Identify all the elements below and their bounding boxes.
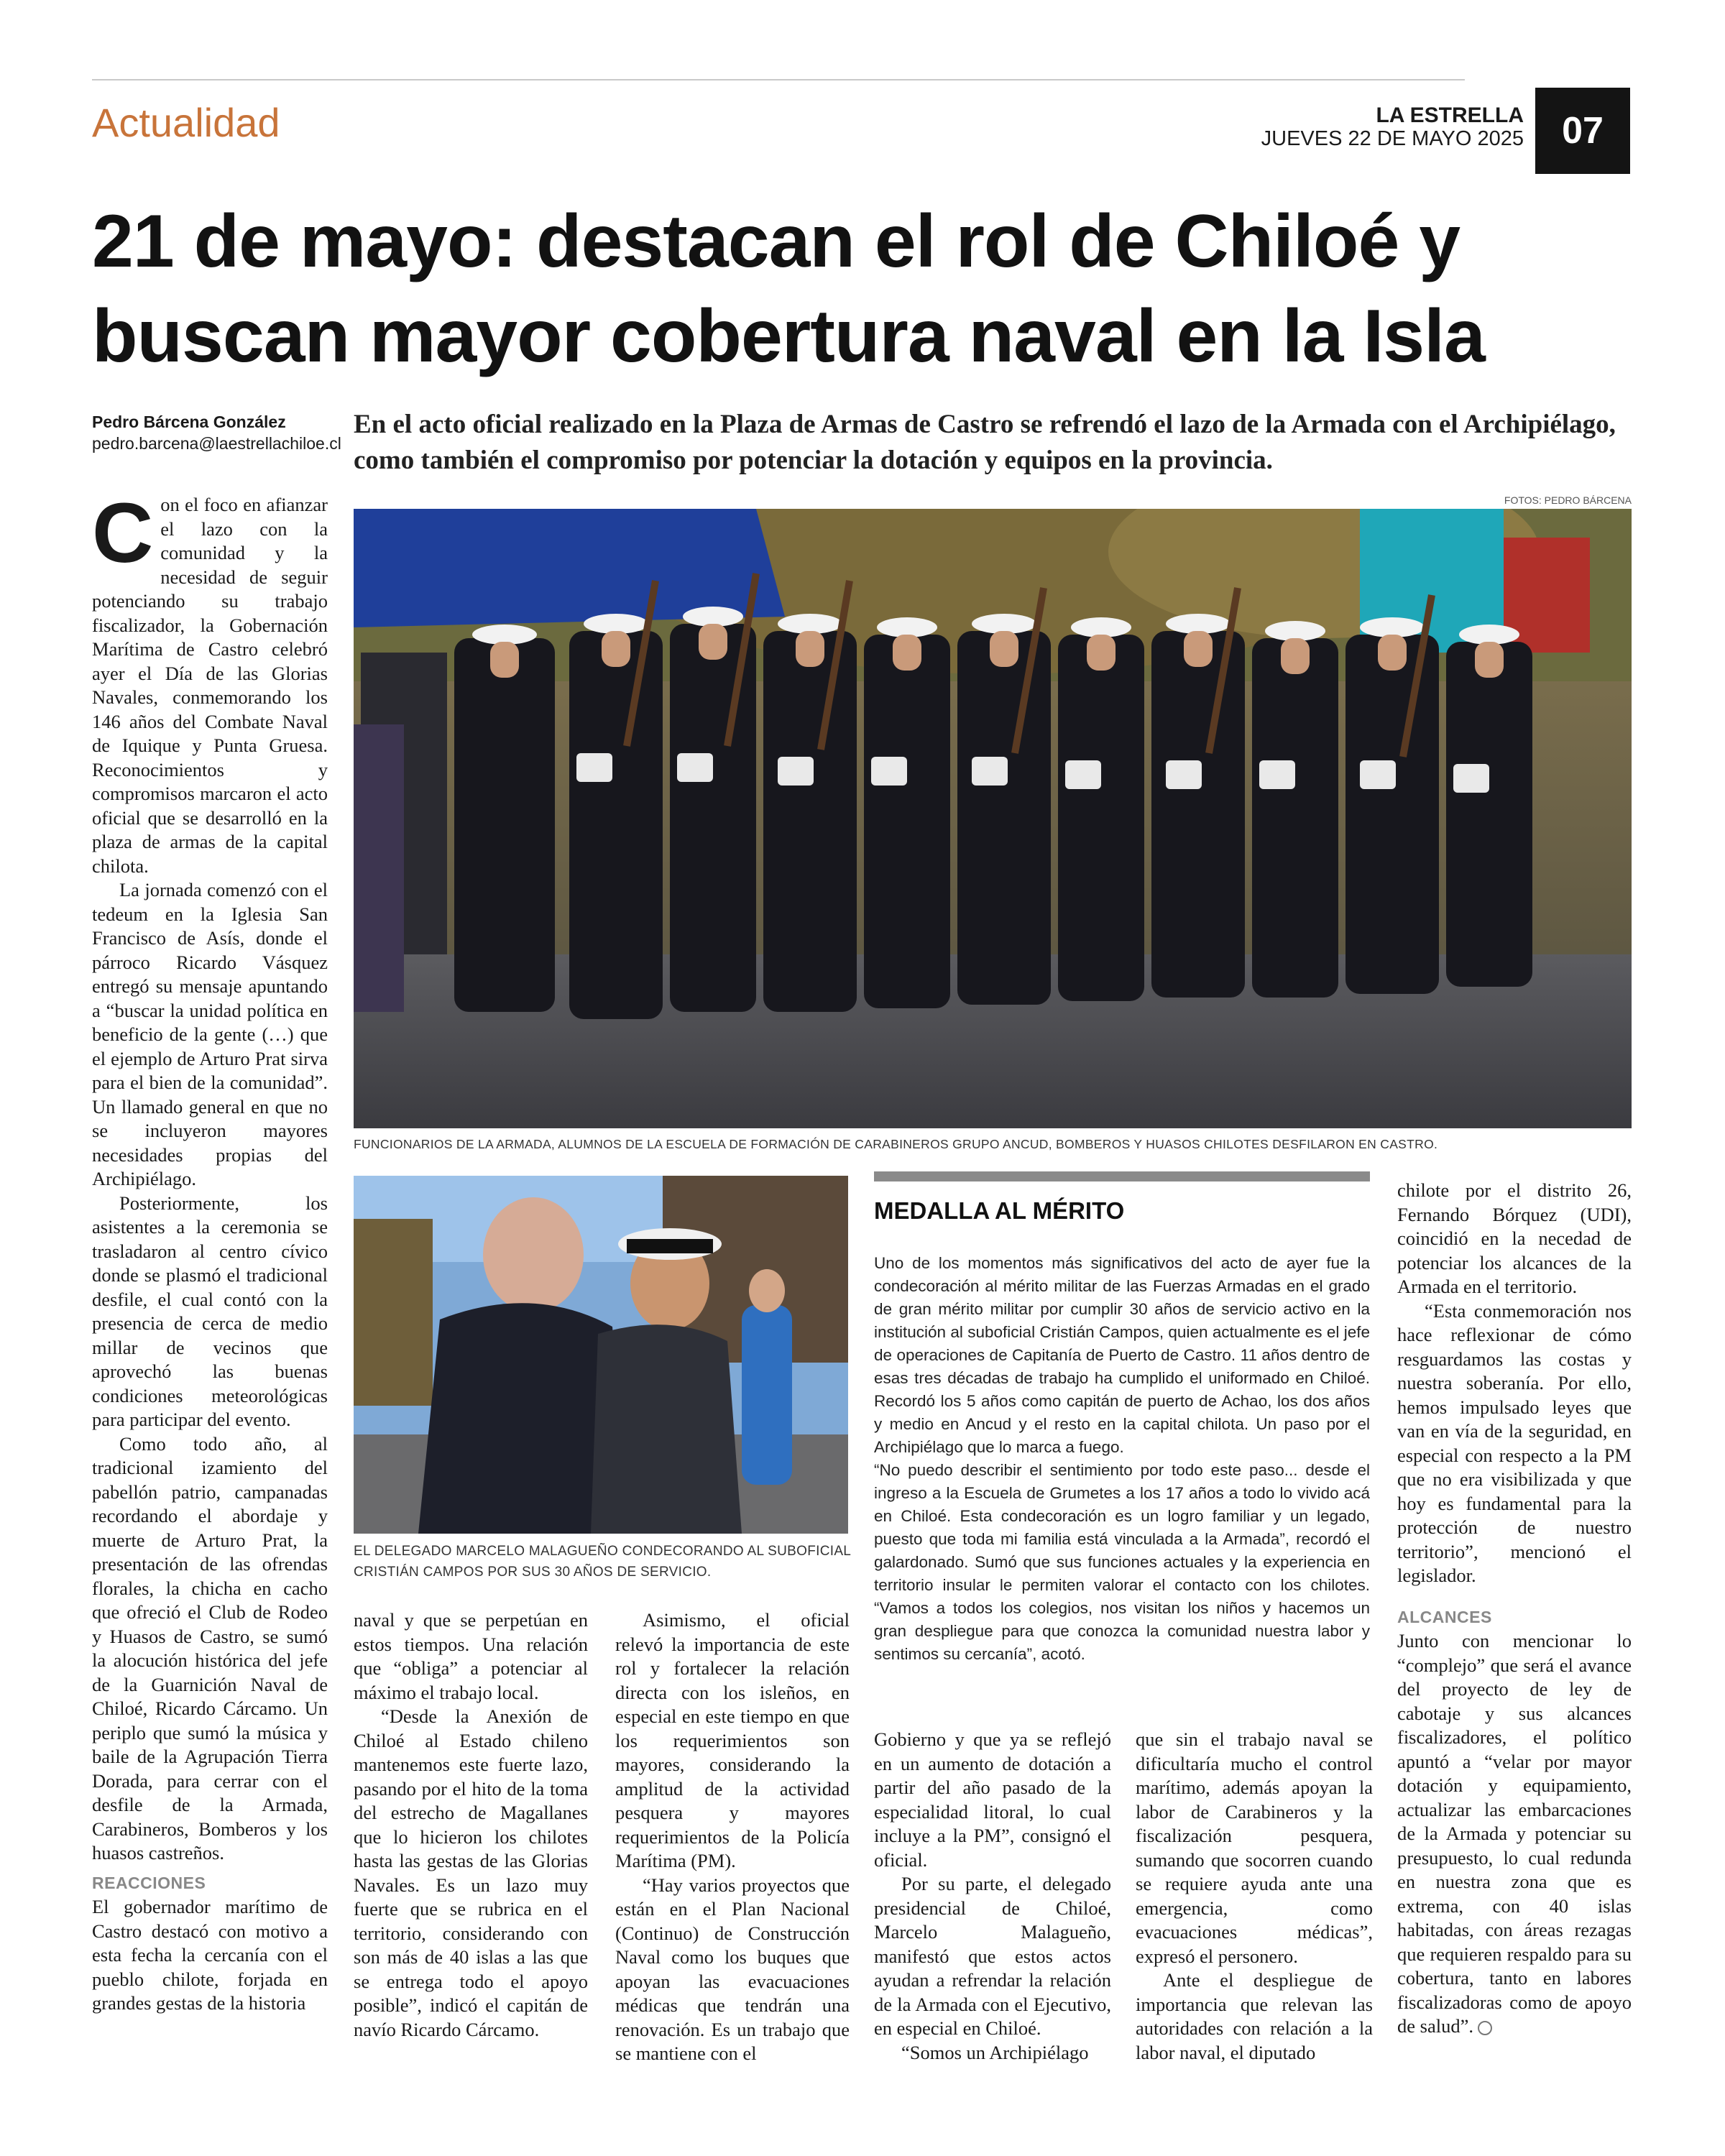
article-column-1 <box>92 486 328 2016</box>
paragraph: “No puedo describir el sentimiento por todo este paso... desde el ingreso a la Escuela de Grumetes a los 17 años a todo lo vivido acá en Chiloé. Esta condecoración es un logro familiar y un legado, puesto que toda mi familia está vinculada a la Armada”, recordó el galardonado. Sumó que sus funciones actuales y la experiencia en territorio insular le permiten valorar el contacto con los chilotes. “Vamos a todos los colegios, nos visitan los niños y hacemos un gran despliegue para que conozca la comunidad nuestra labor y sentimos su cercanía”, acotó. <box>874 1461 1370 1663</box>
paragraph: “Esta conmemoración nos hace reflexionar de cómo resguardamos las costas y nuestra soberanía. Por ello, hemos impulsado leyes que van en vía de la seguridad, en especial con respecto a la PM que no era visibilizada y que hoy es fundamental para la protección de nuestro territorio”, mencionó el legislador. <box>1397 1299 1632 1586</box>
issue-date: JUEVES 22 DE MAYO 2025 <box>1261 127 1524 150</box>
byline <box>92 411 341 454</box>
sidebar-rule <box>874 1171 1370 1181</box>
subhead-alcances: ALCANCES <box>1397 1607 1492 1626</box>
sidebar-text <box>874 1252 1370 1666</box>
author-email[interactable]: pedro.barcena@laestrellachiloe.cl <box>92 434 341 453</box>
paragraph: chilote por el distrito 26, Fernando Bórquez (UDI), coincidió en la necedad de potenciar los alcances de la Armada en el territorio. <box>1397 1179 1632 1297</box>
article-column-4 <box>874 1728 1111 2065</box>
page-number: 07 <box>1535 88 1630 174</box>
lead-paragraph: En el acto oficial realizado en la Plaza de Armas de Castro se refrendó el lazo de la Armada con el Archipiélago, como también el compromiso por potenciar la dotación y equipos en la provincia. <box>354 410 1616 475</box>
sidebar-title: MEDALLA AL MÉRITO <box>874 1197 1125 1224</box>
headline: 21 de mayo: destacan el rol de Chiloé y buscan mayor cobertura naval en la Isla <box>92 200 1485 378</box>
second-photo-caption: EL DELEGADO MARCELO MALAGUEÑO CONDECORANDO AL SUBOFICIAL CRISTIÁN CAMPOS POR SUS 30 AÑOS DE SERVICIO. <box>354 1544 851 1580</box>
photo-credit: FOTOS: PEDRO BÁRCENA <box>1504 494 1632 506</box>
paragraph: Asimismo, el oficial relevó la importancia de este rol y fortalecer la relación directa con los isleños, en especial en este tiempo en que los requerimientos son mayores, considerando la amplitud de la actividad pesquera y mayores requerimientos de la Policía Marítima (PM). <box>615 1609 850 1871</box>
subhead-reacciones: REACCIONES <box>92 1873 206 1892</box>
paragraph: “Desde la Anexión de Chiloé al Estado chileno mantenemos este fuerte lazo, pasando por el hito de la toma del estrecho de Magallanes que lo hicieron los chilotes hasta las gestas de las Glorias Navales. Es un lazo muy fuerte que se rubrica en el territorio, considerando con son más de 40 islas a las que se entrega todo el apoyo posible”, indicó el capitán de navío Ricardo Cárcamo. <box>354 1705 588 2040</box>
paragraph: El gobernador marítimo de Castro destacó con motivo a esta fecha la cercanía con el pueblo chilote, forjada en grandes gestas de la historia <box>92 1896 328 2014</box>
dropcap: C <box>92 486 154 581</box>
section-label: Actualidad <box>92 100 280 145</box>
main-photo-caption: FUNCIONARIOS DE LA ARMADA, ALUMNOS DE LA ESCUELA DE FORMACIÓN DE CARABINEROS GRUPO ANCUD, BOMBEROS Y HUASOS CHILOTES DESFILARON EN CASTRO. <box>354 1137 1438 1151</box>
paragraph: “Hay varios proyectos que están en el Plan Nacional (Continuo) de Construcción Naval como los buques que apoyan las evacuaciones médicas que tendrán una renovación. Es un trabajo que se mantiene con el <box>615 1874 850 2064</box>
paragraph: La jornada comenzó con el tedeum en la Iglesia San Francisco de Asís, donde el párroco Ricardo Vásquez entregó su mensaje apuntando a “buscar la unidad política en beneficio de la gente (…) que el ejemplo de Arturo Prat sirva para el bien de la comunidad”. Un llamado general en que no se incluyeron mayores necesidades propias del Archipiélago. <box>92 879 328 1189</box>
paragraph: naval y que se perpetúan en estos tiempos. Una relación que “obliga” a potenciar al máximo el trabajo local. <box>354 1609 588 1703</box>
article-column-2 <box>354 1608 588 2042</box>
paragraph: “Somos un Archipiélago <box>901 2041 1089 2063</box>
paragraph: on el foco en afianzar el lazo con la comunidad y la necesidad de seguir potenciando su trabajo fiscalizador, la Gobernación Marítima de Castro celebró ayer el Día de las Glorias Navales, conmemorando los 146 años del Combate Naval de Iquique y Punta Gruesa. Reconocimientos y compromisos marcaron el acto oficial que se desarrolló en la plaza de armas de la capital chilota. <box>92 494 328 877</box>
top-rule <box>92 79 1465 80</box>
paragraph: que sin el trabajo naval se dificultaría mucho el control marítimo, además apoyan la labor de Carabineros y la fiscalización pesquera, sumando que socorren cuando se requiere ayuda ante una emergencia, como evacuaciones médicas”, expresó el personero. <box>1136 1728 1373 1967</box>
second-photo <box>354 1176 848 1534</box>
paragraph: Gobierno y que ya se reflejó en un aumento de dotación a partir del año pasado de la especialidad litoral, lo cual incluye a la PM”, consignó el oficial. <box>874 1728 1111 1871</box>
paragraph: Posteriormente, los asistentes a la ceremonia se trasladaron al centro cívico donde se plasmó el tradicional desfile, el cual contó con la presencia de cerca de medio millar de vecinos que aprovechó las buenas condiciones meteorológicas para participar del evento. <box>92 1192 328 1430</box>
paragraph: Como todo año, al tradicional izamiento del pabellón patrio, campanadas recordando el abordaje y muerte de Arturo Prat, la presentación de las ofrendas florales, la chicha en cacho que ofreció el Club de Rodeo y Huasos de Castro, se sumó la alocución histórica del jefe de la Guarnición Naval de Chiloé, Ricardo Cárcamo. Un periplo que sumó la música y baile de la Agrupación Tierra Dorada, para cerrar con el desfile de la Armada, Carabineros, Bomberos y los huasos castreños. <box>92 1432 328 1864</box>
article-column-6 <box>1397 1179 1632 2039</box>
paragraph: Junto con mencionar lo “complejo” que será el avance del proyecto de ley de cabotaje y sus alcances fiscalizadores, el político apuntó a “velar por mayor dotación y equipamiento, actualizar las embarcaciones de la Armada y potenciar su presupuesto, lo cual redunda en nuestra zona que es extrema, con 40 islas habitadas, con áreas rezagas que requieren respaldo para su cobertura, tanto en labores fiscalizadoras como de apoyo de salud”. <box>1397 1630 1632 2037</box>
newspaper-name: LA ESTRELLA <box>1376 103 1524 127</box>
paragraph: Uno de los momentos más significativos del acto de ayer fue la condecoración al mérito militar de las Fuerzas Armadas en el grado de gran mérito militar por cumplir 30 años de servicio activo en la institución al suboficial Cristián Campos, quien actualmente es el jefe de operaciones de Capitanía de Puerto de Castro. 11 años dentro de esas tres décadas de trabajo ha cumplido el uniformado en Chiloé. Recordó los 5 años como capitán de puerto de Achao, los dos años y medio en Ancud y el resto en la capital chilota. Un paso por el Archipiélago que lo marca a fuego. <box>874 1254 1370 1456</box>
author-name: Pedro Bárcena González <box>92 413 286 431</box>
main-photo <box>354 509 1632 1128</box>
paragraph: Por su parte, el delegado presidencial de Chiloé, Marcelo Malagueño, manifestó que estos actos ayudan a refrendar la relación de la Armada con el Ejecutivo, en especial en Chiloé. <box>874 1873 1111 2039</box>
article-column-5 <box>1136 1728 1373 2065</box>
article-column-3 <box>615 1608 850 2066</box>
paragraph: Ante el despliegue de importancia que relevan las autoridades con relación a la labor naval, el diputado <box>1136 1969 1373 2063</box>
end-of-article-icon <box>1478 2021 1492 2035</box>
